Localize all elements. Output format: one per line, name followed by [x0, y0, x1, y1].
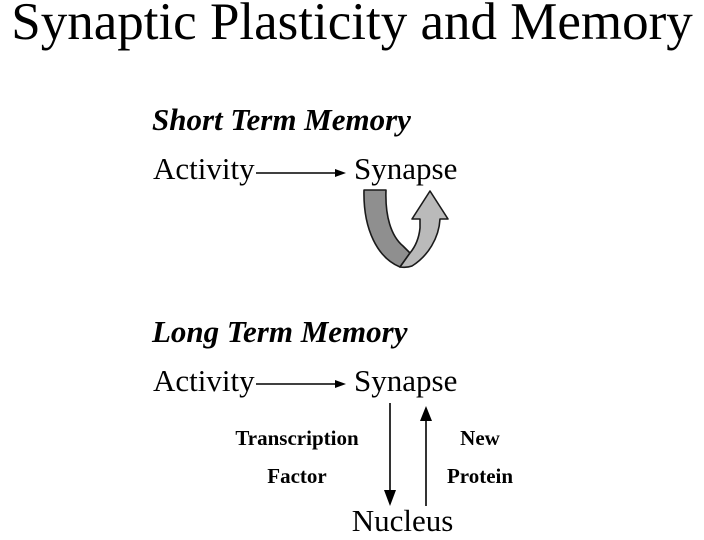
new-protein-label-line1: New — [460, 426, 500, 450]
short-term-activity-label: Activity — [153, 151, 255, 186]
page-title: Synaptic Plasticity and Memory — [11, 0, 693, 51]
down-arrow-icon — [384, 403, 396, 506]
transcription-factor-label-line1: Transcription — [235, 426, 359, 450]
u-turn-arrow-dark-limb — [364, 190, 410, 267]
long-term-memory-heading: Long Term Memory — [152, 314, 408, 349]
new-protein-label-line2: Protein — [446, 464, 514, 488]
synapse-nucleus-arrows — [382, 402, 432, 510]
nucleus-label: Nucleus — [351, 503, 454, 538]
up-arrow-icon — [420, 406, 432, 506]
transcription-factor-label-line2: Factor — [267, 464, 327, 488]
u-turn-arrow-light-limb — [400, 191, 448, 267]
long-term-activity-label: Activity — [153, 363, 255, 398]
short-term-synapse-label: Synapse — [354, 151, 458, 186]
right-arrow-icon — [255, 377, 347, 391]
long-term-synapse-label: Synapse — [354, 363, 458, 398]
u-turn-up-arrow-icon — [356, 186, 460, 272]
short-term-memory-heading: Short Term Memory — [152, 102, 411, 137]
right-arrow-icon — [255, 166, 347, 180]
